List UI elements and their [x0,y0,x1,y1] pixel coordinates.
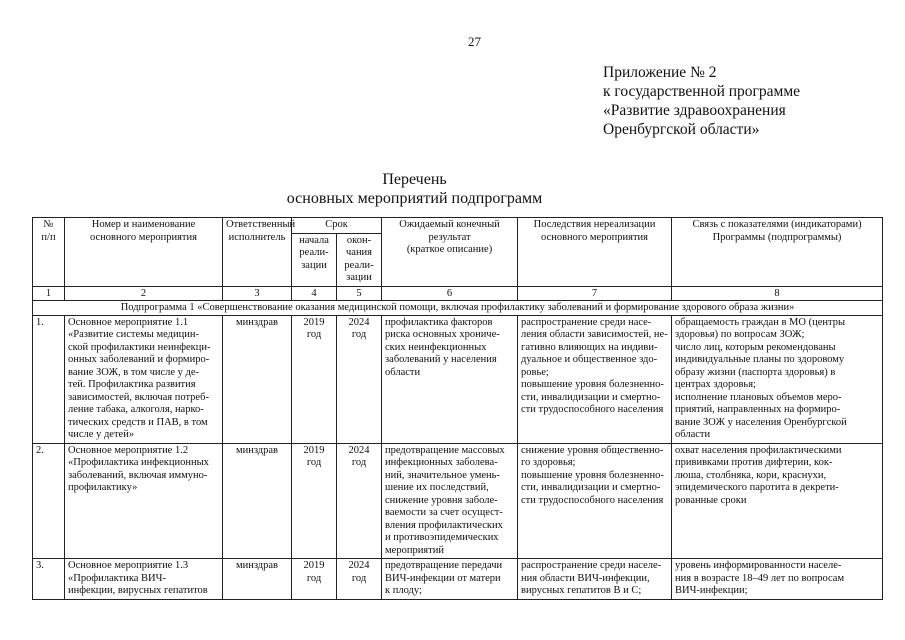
row-consequences: снижение уровня общественно- го здоровья; повышение уровня болезненно- сти, инвалидизации и смертно- сти трудоспособного населения [518,443,672,559]
appendix-line: Приложение № 2 [603,64,717,81]
title-line: основных мероприятий подпрограмм [286,190,543,207]
row-start: 2019 год [292,559,337,600]
table-row [33,315,883,443]
header-name: Номер и наименование основного мероприятия [65,218,223,287]
row-name: Основное мероприятие 1.1 «Развитие системы медицин- ской профилактики неинфекци- онных заболеваний и формиро- вание ЗОЖ, в том числе у де- тей. Профилактика развития зависимостей, включая потреб- ление табака, алкоголя, нарко- тических средств и ПАВ, в том числе у детей» [65,315,223,443]
column-number: 3 [223,286,292,300]
subprogram-title: Подпрограмма 1 «Совершенствование оказания медицинской помощи, включая профилактику заболеваний и формирование здорового образа жизни» [33,300,883,315]
row-consequences: распространение среди насе- ления области зависимостей, не- гативно влияющих на индиви- дуальное и общественное здо- ровье; повышение уровня болезненно- сти, инвалидизации и смертно- сти трудоспособного населения [518,315,672,443]
column-number: 2 [65,286,223,300]
row-num: 3. [33,559,65,600]
header-end: окон- чания реали- зации [337,233,382,286]
header-result: Ожидаемый конечный результат (краткое описание) [382,218,518,287]
row-result: предотвращение массовых инфекционных заболева- ний, значительное умень- шение их последствий, снижение уровня заболе- ваемости за счет осущест- вления профилактических и противоэпидемических мероприятий [382,443,518,559]
appendix-line: к государственной программе [603,83,801,100]
subprogram-row [33,300,883,315]
row-indicators: уровень информированности населе- ния в возрасте 18–49 лет по вопросам ВИЧ-инфекции; [672,559,883,600]
column-number: 7 [518,286,672,300]
column-number: 5 [337,286,382,300]
document-title [0,170,905,208]
row-indicators: обращаемость граждан в МО (центры здоровья) по вопросам ЗОЖ; число лиц, которым рекомендованы индивидуальные планы по здоровому образу жизни (паспорта здоровья) в центрах здоровья; исполнение плановых объемов меро- приятий, направленных на формиро- вание ЗОЖ у населения Оренбургской области [672,315,883,443]
table-row [33,559,883,600]
row-start: 2019 год [292,315,337,443]
row-executor: минздрав [223,315,292,443]
header-consequences: Последствия нереализации основного мероприятия [518,218,672,287]
header-start: начала реали- зации [292,233,337,286]
table-row [33,443,883,559]
row-start: 2019 год [292,443,337,559]
row-end: 2024 год [337,559,382,600]
row-end: 2024 год [337,443,382,559]
row-executor: минздрав [223,443,292,559]
header-indicators: Связь с показателями (индикаторами) Программы (подпрограммы) [672,218,883,287]
row-result: предотвращение передачи ВИЧ-инфекции от матери к плоду; [382,559,518,600]
column-number-row [33,286,883,300]
row-indicators: охват населения профилактическими прививками против дифтерии, кок- люша, столбняка, кори, краснухи, эпидемического паротита в декрети- рованные сроки [672,443,883,559]
header-num: № п/п [33,218,65,287]
row-result: профилактика факторов риска основных хрониче- ских неинфекционных заболеваний у населения области [382,315,518,443]
row-executor: минздрав [223,559,292,600]
row-name: Основное мероприятие 1.3 «Профилактика ВИЧ- инфекции, вирусных гепатитов [65,559,223,600]
page-number: 27 [468,34,481,49]
header-term: Срок [292,218,382,234]
row-num: 2. [33,443,65,559]
row-name: Основное мероприятие 1.2 «Профилактика инфекционных заболеваний, включая иммуно- профилактику» [65,443,223,559]
title-line: Перечень [382,171,447,188]
row-consequences: распространение среди населе- ния области ВИЧ-инфекции, вирусных гепатитов В и С; [518,559,672,600]
appendix-header [603,63,800,139]
column-number: 1 [33,286,65,300]
column-number: 6 [382,286,518,300]
column-number: 8 [672,286,883,300]
row-num: 1. [33,315,65,443]
row-end: 2024 год [337,315,382,443]
activities-table [32,217,883,600]
appendix-line: Оренбургской области» [603,121,760,138]
header-executor: Ответственный исполнитель [223,218,292,287]
column-number: 4 [292,286,337,300]
appendix-line: «Развитие здравоохранения [603,102,786,119]
